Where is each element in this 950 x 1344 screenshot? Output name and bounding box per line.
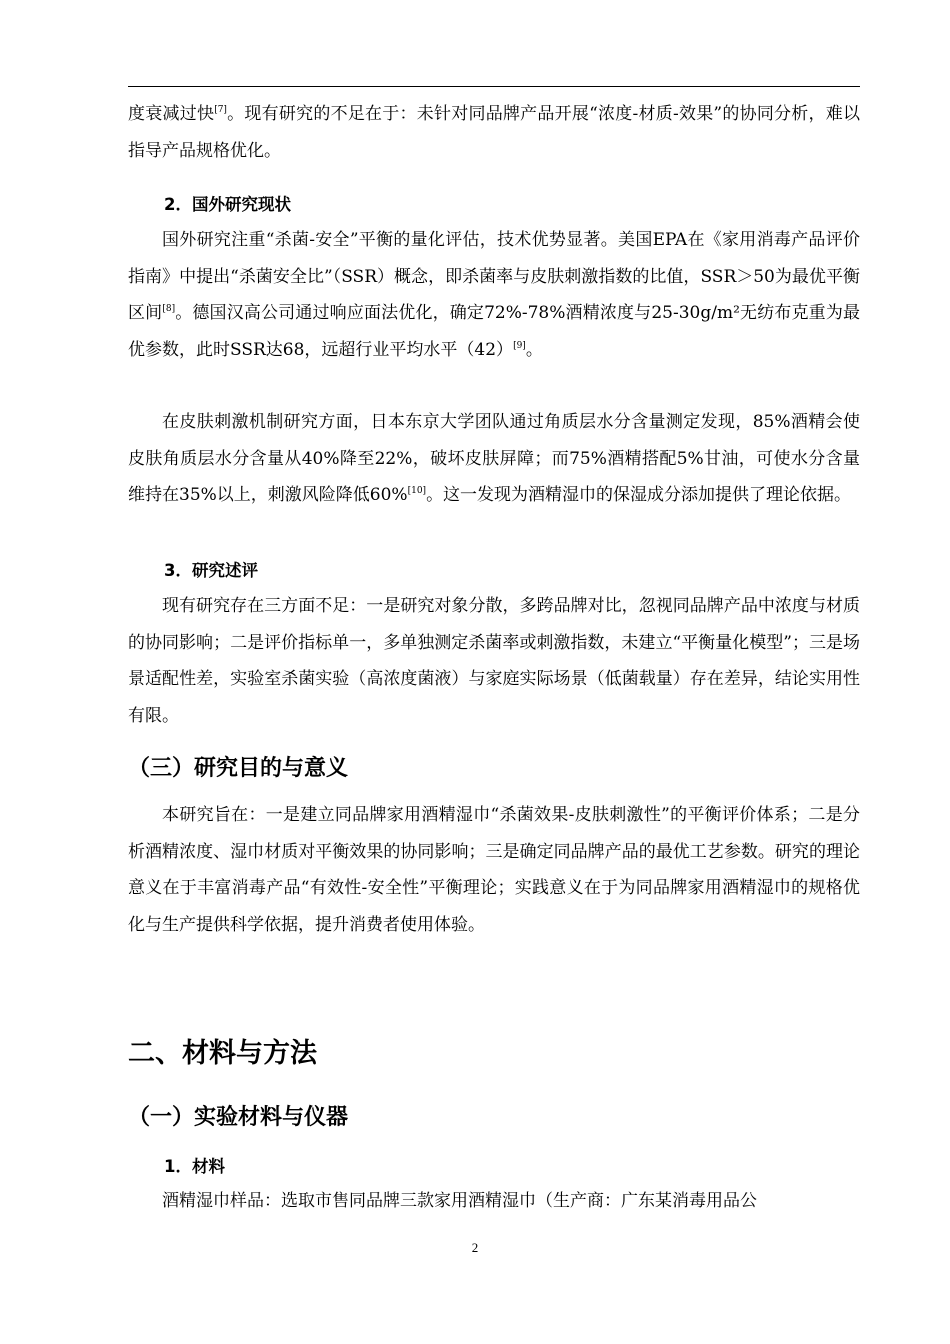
citation: [9] [513, 340, 526, 351]
text: 国外研究注重“杀菌-安全”平衡的量化评估，技术优势显著。美国EPA在《家用消毒产品评价指南》中提出“杀菌安全比”（SSR）概念，即杀菌率与皮肤刺激指数的比值，SSR＞50为最优平衡区间 [128, 230, 860, 323]
chapter-title: 二、材料与方法 [128, 1038, 317, 1069]
paragraph-skin-irritation [128, 404, 860, 514]
paragraph-purpose: 本研究旨在：一是建立同品牌家用酒精湿巾“杀菌效果-皮肤刺激性”的平衡评价体系；二是分析酒精浓度、湿巾材质对平衡效果的协同影响；三是确定同品牌产品的最优工艺参数。研究的理论意义在于丰富消毒产品“有效性-安全性”平衡理论；实践意义在于为同品牌家用酒精湿巾的规格优化与生产提供科学依据，提升消费者使用体验。 [128, 805, 860, 935]
page-number: 2 [471, 1240, 479, 1255]
text: 。这一发现为酒精湿巾的保湿成分添加提供了理论依据。 [426, 485, 852, 505]
citation: [8] [162, 304, 176, 314]
citation: [7] [214, 105, 227, 115]
heading-materials: 1．材料 [164, 1157, 225, 1176]
text: 。 [525, 339, 543, 360]
text: 。现有研究的不足在于：未针对同品牌产品开展“浓度-材质-效果”的协同分析，难以指导产品规格优化。 [128, 104, 861, 161]
heading-materials-instruments: （一）实验材料与仪器 [128, 1105, 349, 1130]
text: 在皮肤刺激机制研究方面，日本东京大学团队通过角质层水分含量测定发现，85%酒精会使皮肤角质层水分含量从40%降至22%，破坏皮肤屏障；而75%酒精搭配5%甘油，可使水分含量维持在35%以上，刺激风险降低60% [128, 412, 860, 505]
citation: [10] [407, 486, 427, 496]
paragraph-research-review: 现有研究存在三方面不足：一是研究对象分散，多跨品牌对比，忽视同品牌产品中浓度与材质的协同影响；二是评价指标单一，多单独测定杀菌率或刺激指数，未建立“平衡量化模型”；三是场景适配性差，实验室杀菌实验（高浓度菌液）与家庭实际场景（低菌载量）存在差异，结论实用性有限。 [128, 596, 860, 726]
header-rule [128, 86, 860, 87]
text: 。德国汉高公司通过响应面法优化，确定72%-78%酒精浓度与25-30g/m²无纺布克重为最优参数，此时SSR达68，远超行业平均水平（42） [128, 303, 861, 360]
paragraph-materials: 酒精湿巾样品：选取市售同品牌三款家用酒精湿巾（生产商：广东某消毒用品公 [162, 1191, 757, 1211]
text: 度衰减过快 [128, 104, 215, 124]
heading-foreign-research: 2．国外研究现状 [164, 195, 291, 214]
paragraph-intro-continued [128, 96, 860, 169]
heading-research-review: 3．研究述评 [164, 561, 258, 580]
paragraph-foreign-research [128, 222, 860, 368]
heading-purpose: （三）研究目的与意义 [128, 756, 349, 781]
